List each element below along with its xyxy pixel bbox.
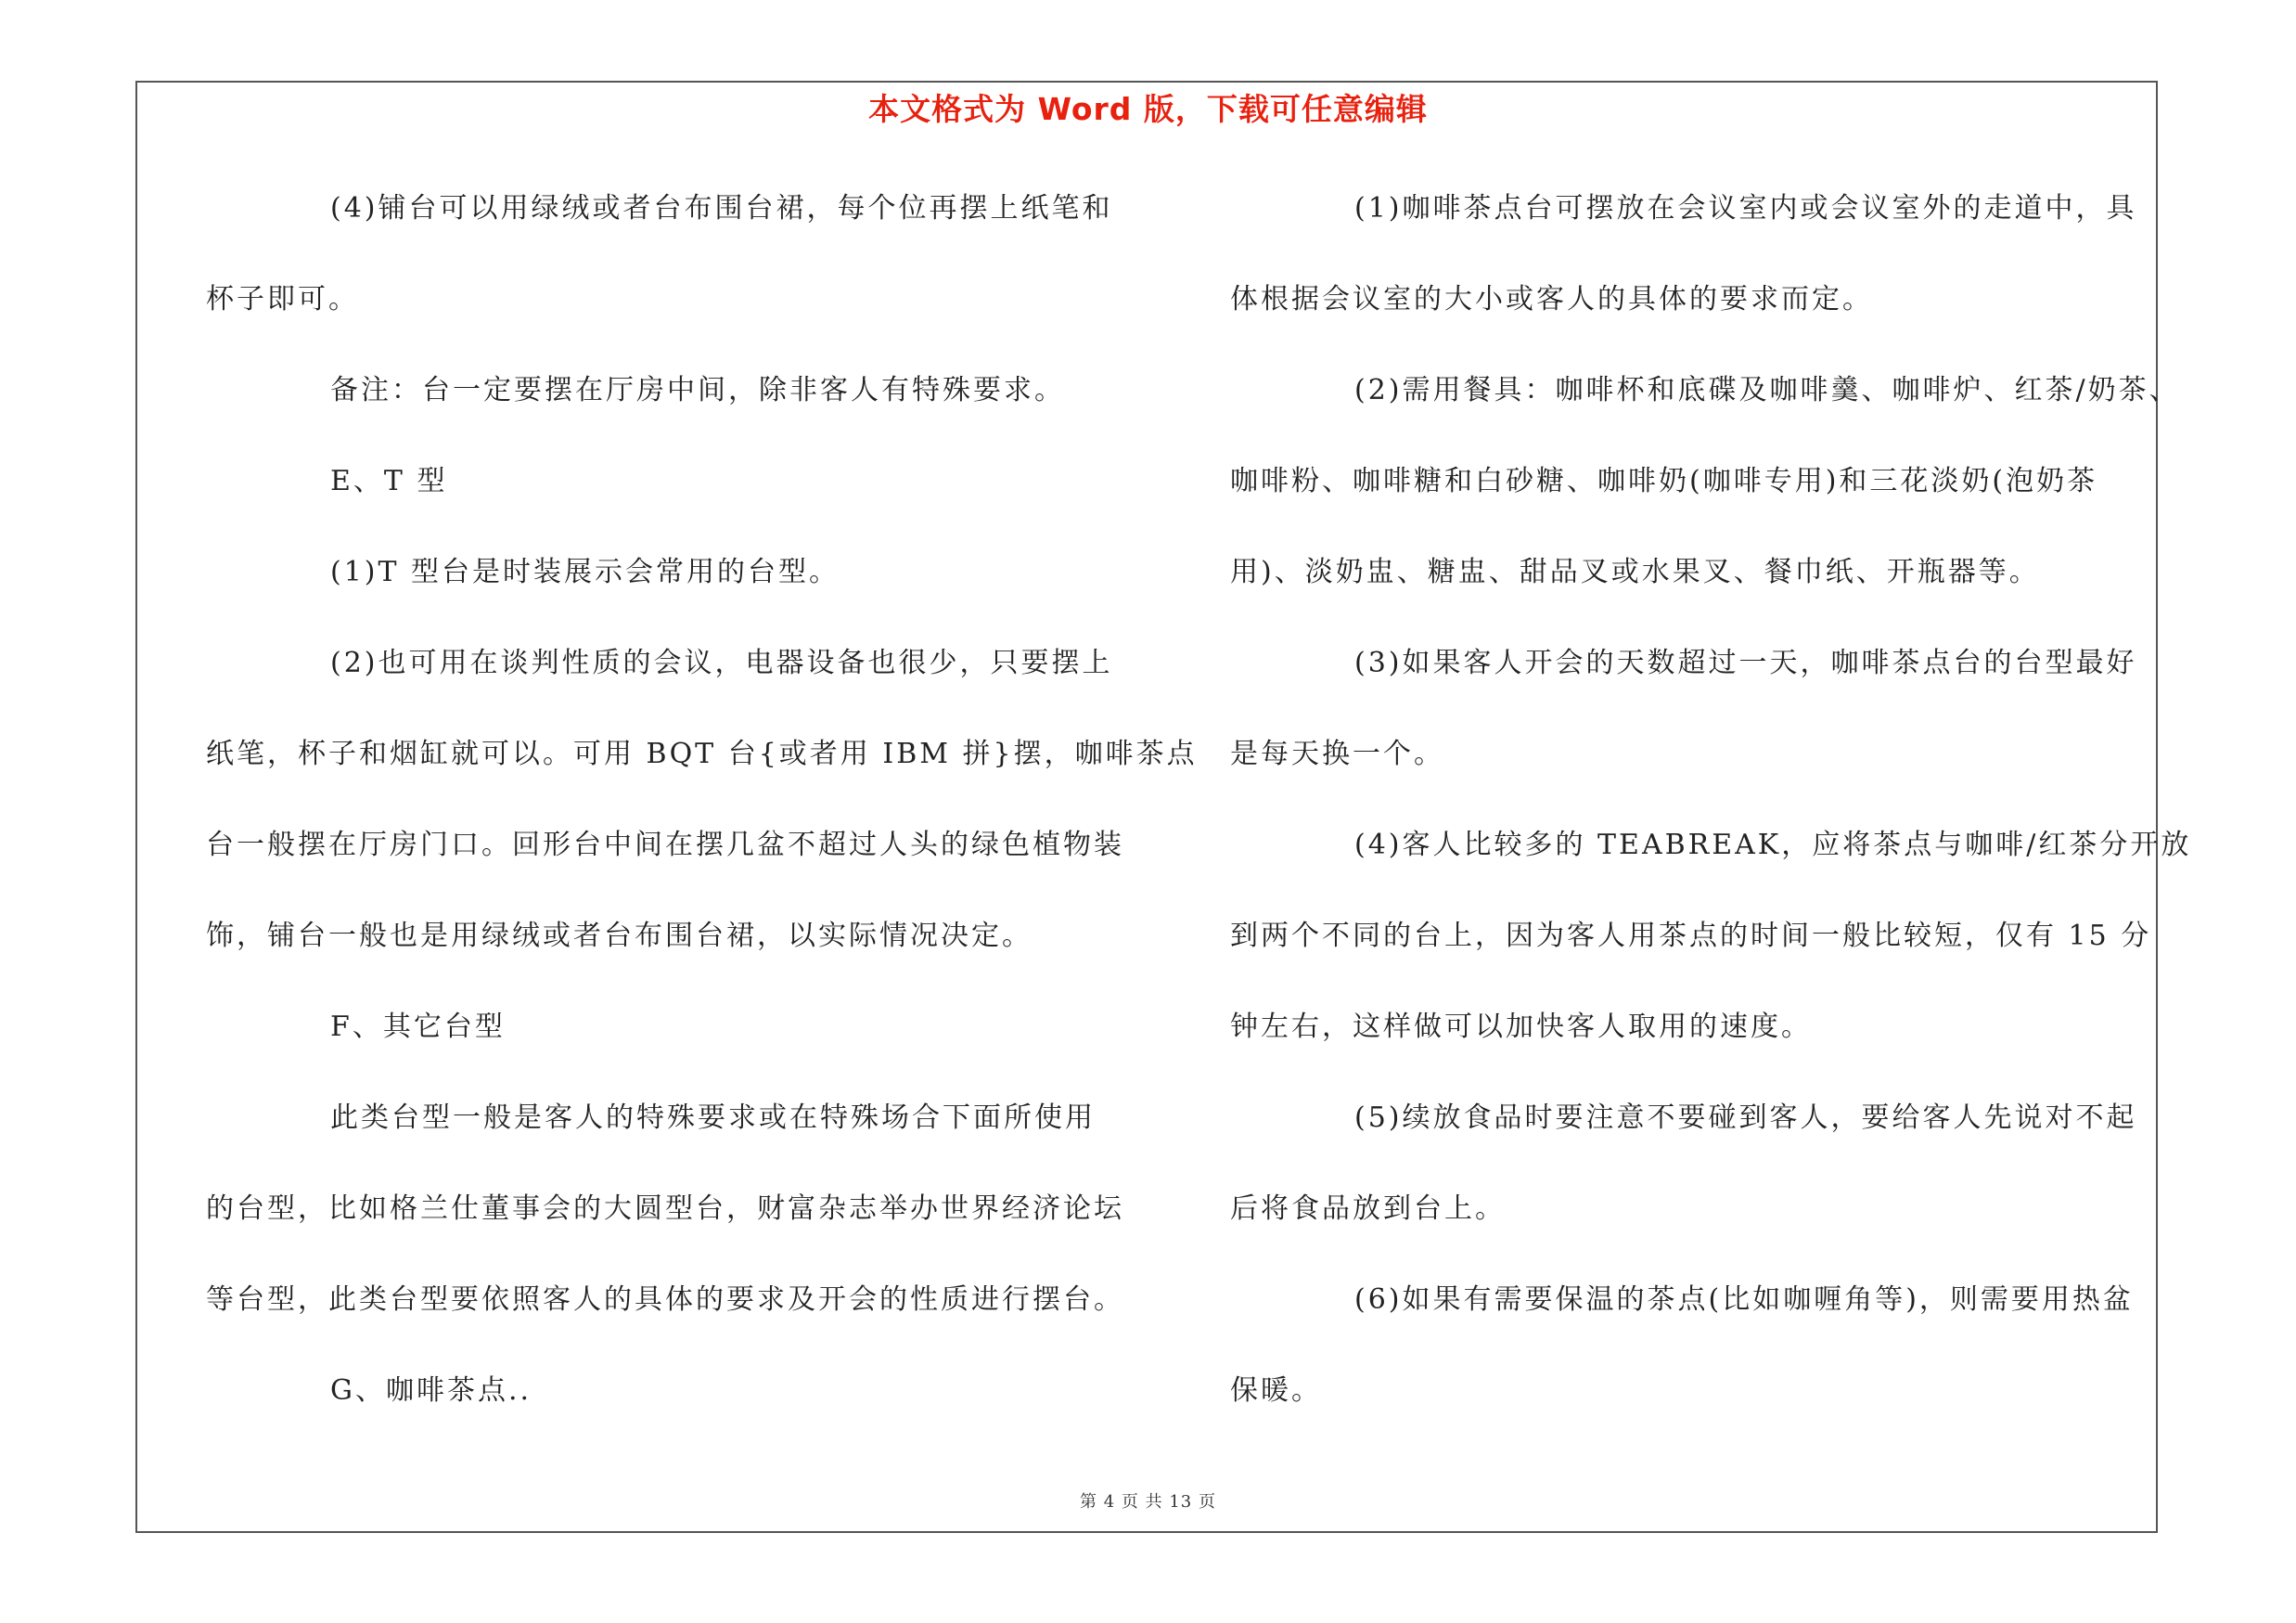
- text-line: (2)也可用在谈判性质的会议，电器设备也很少，只要摆上: [330, 647, 1113, 679]
- left-column: [206, 181, 1198, 1454]
- text-line: 此类台型一般是客人的特殊要求或在特殊场合下面所使用: [330, 1101, 1096, 1134]
- text-line: 后将食品放到台上。: [1230, 1192, 1506, 1225]
- word-format-banner: 本文格式为 Word 版，下载可任意编辑: [868, 91, 1428, 127]
- text-line: (1)T 型台是时装展示会常用的台型。: [330, 556, 840, 588]
- text-line: (4)客人比较多的 TEABREAK，应将茶点与咖啡/红茶分开放: [1354, 829, 2192, 861]
- text-line: (3)如果客人开会的天数超过一天，咖啡茶点台的台型最好: [1354, 647, 2137, 679]
- text-line: 钟左右，这样做可以加快客人取用的速度。: [1230, 1011, 1812, 1043]
- text-line: 是每天换一个。: [1230, 738, 1444, 770]
- text-line: 纸笔，杯子和烟缸就可以。可用 BQT 台{或者用 IBM 拼}摆，咖啡茶点: [206, 738, 1198, 770]
- right-column: [1230, 181, 2192, 1454]
- section-heading: F、其它台型: [330, 1011, 506, 1043]
- text-line: 体根据会议室的大小或客人的具体的要求而定。: [1230, 283, 1873, 316]
- text-line: (5)续放食品时要注意不要碰到客人，要给客人先说对不起: [1354, 1101, 2137, 1134]
- text-line: 咖啡粉、咖啡糖和白砂糖、咖啡奶(咖啡专用)和三花淡奶(泡奶茶: [1230, 465, 2098, 497]
- text-line: 等台型，此类台型要依照客人的具体的要求及开会的性质进行摆台。: [206, 1283, 1124, 1316]
- text-line: 杯子即可。: [206, 283, 359, 316]
- text-line: 备注：台一定要摆在厅房中间，除非客人有特殊要求。: [330, 374, 1065, 406]
- text-line: (6)如果有需要保温的茶点(比如咖喱角等)，则需要用热盆: [1354, 1283, 2134, 1316]
- text-line: (4)铺台可以用绿绒或者台布围台裙，每个位再摆上纸笔和: [330, 192, 1113, 225]
- page-number-footer: 第 4 页 共 13 页: [1080, 1492, 1216, 1512]
- text-line: 用)、淡奶盅、糖盅、甜品叉或水果叉、餐巾纸、开瓶器等。: [1230, 556, 2040, 588]
- text-line: 的台型，比如格兰仕董事会的大圆型台，财富杂志举办世界经济论坛: [206, 1192, 1124, 1225]
- text-line: 饰，铺台一般也是用绿绒或者台布围台裙，以实际情况决定。: [206, 920, 1033, 952]
- text-line: 保暖。: [1230, 1374, 1322, 1407]
- text-line: 到两个不同的台上，因为客人用茶点的时间一般比较短，仅有 15 分: [1230, 920, 2152, 952]
- section-heading: E、T 型: [330, 465, 448, 497]
- text-line: 台一般摆在厅房门口。回形台中间在摆几盆不超过人头的绿色植物装: [206, 829, 1124, 861]
- text-line: (1)咖啡茶点台可摆放在会议室内或会议室外的走道中，具: [1354, 192, 2137, 225]
- text-line: (2)需用餐具：咖啡杯和底碟及咖啡羹、咖啡炉、红茶/奶茶、: [1354, 374, 2180, 406]
- section-heading: G、咖啡茶点..: [330, 1374, 532, 1407]
